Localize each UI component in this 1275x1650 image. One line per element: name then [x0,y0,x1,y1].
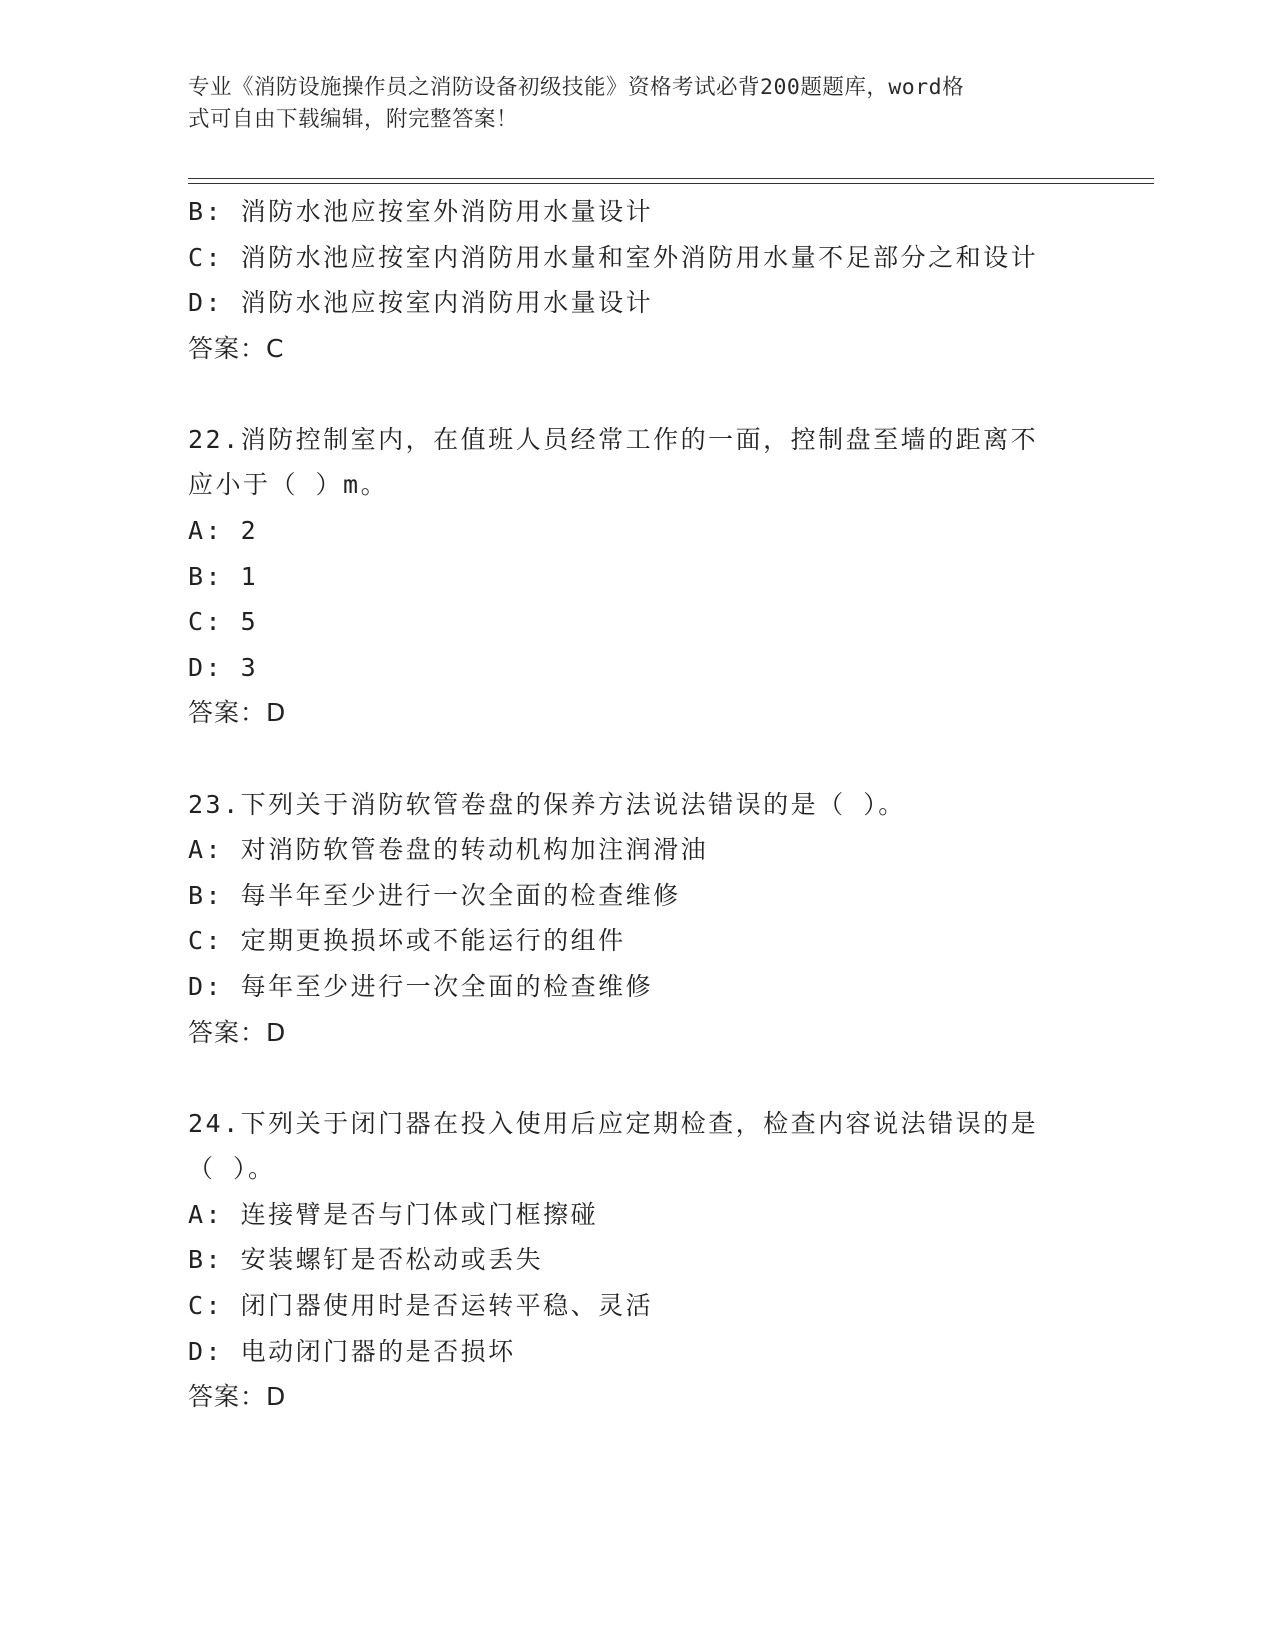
option-c: C: 5 [188,607,259,637]
question-list [188,189,1088,1420]
header-divider-top [188,178,1154,179]
question-23 [188,782,1088,1056]
option-b: B: 1 [188,561,259,591]
option-b: B: 消防水池应按室外消防用水量设计 [188,197,654,226]
spacer [188,1055,1088,1101]
header-line-1: 专业《消防设施操作员之消防设备初级技能》资格考试必背200题题库，word格 [188,75,965,100]
question-stem-continued: 应小于（ ）m。 [188,470,389,500]
option-a: A: 连接臂是否与门体或门框擦碰 [188,1199,599,1229]
option-b: B: 安装螺钉是否松动或丢失 [188,1245,544,1275]
question-stem-continued: （ ）。 [188,1154,276,1184]
answer: 答案：C [188,333,285,363]
spacer [188,371,1088,417]
option-a: A: 对消防软管卷盘的转动机构加注润滑油 [188,835,709,865]
option-c: C: 闭门器使用时是否运转平稳、灵活 [188,1290,654,1320]
header-divider-bottom [188,183,1154,184]
question-stem: 22.消防控制室内，在值班人员经常工作的一面，控制盘至墙的距离不 [188,424,1039,454]
answer: 答案：D [188,698,287,728]
option-a: A: 2 [188,516,259,546]
question-24 [188,1101,1088,1420]
question-stem: 24.下列关于闭门器在投入使用后应定期检查，检查内容说法错误的是 [188,1108,1039,1138]
header-line-2: 式可自由下载编辑，附完整答案！ [188,107,519,132]
answer: 答案：D [188,1017,287,1047]
option-d: D: 3 [188,652,259,682]
document-header [188,72,1068,136]
question-21-continued [188,189,1088,371]
option-d: D: 消防水池应按室内消防用水量设计 [188,288,654,318]
question-22 [188,417,1088,736]
spacer [188,736,1088,782]
question-stem: 23.下列关于消防软管卷盘的保养方法说法错误的是（ ）。 [188,789,906,819]
option-c: C: 消防水池应按室内消防用水量和室外消防用水量不足部分之和设计 [188,242,1039,272]
option-b: B: 每半年至少进行一次全面的检查维修 [188,880,681,910]
option-c: C: 定期更换损坏或不能运行的组件 [188,926,626,956]
option-d: D: 电动闭门器的是否损坏 [188,1336,516,1366]
option-d: D: 每年至少进行一次全面的检查维修 [188,971,654,1001]
answer: 答案：D [188,1382,287,1412]
